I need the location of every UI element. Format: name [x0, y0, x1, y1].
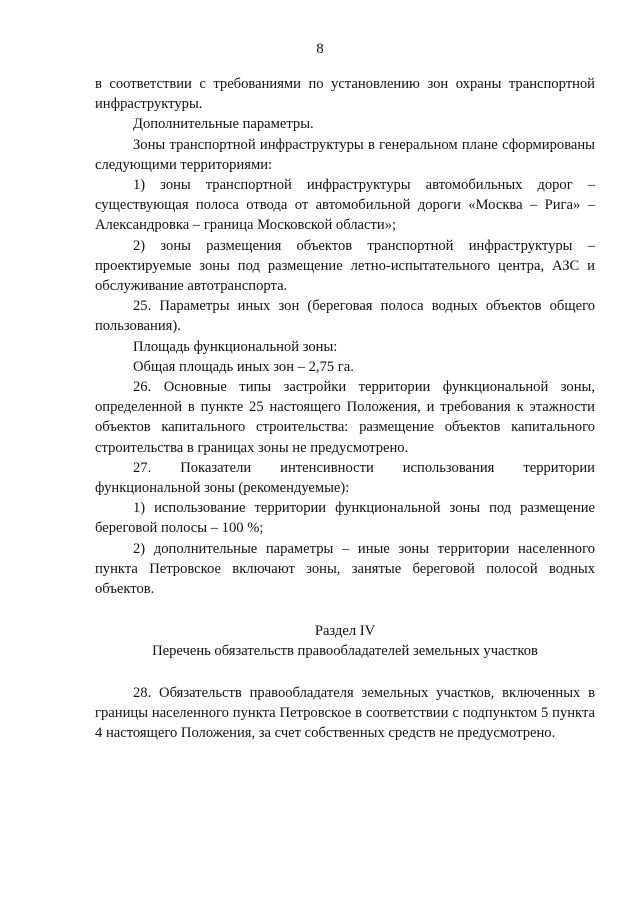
paragraph: 28. Обязательств правообладателя земельных участков, включенных в границы населенного пункта Петровское в соответствии с подпунктом 5 пункта 4 настоящего Положения, за счет собственных средств не предусмотрено.: [95, 684, 595, 742]
paragraph: Дополнительные параметры.: [133, 116, 314, 133]
list-item: 1) использование территории функциональной зоны под размещение береговой полосы – 100 %;: [95, 500, 595, 537]
document-body: [95, 74, 595, 743]
paragraph: Общая площадь иных зон – 2,75 га.: [133, 358, 354, 375]
list-item: 2) дополнительные параметры – иные зоны территории населенного пункта Петровское включают зоны, занятые береговой полосой водных объектов.: [95, 540, 595, 598]
paragraph: 27. Показатели интенсивности использования территории функциональной зоны (рекомендуемые):: [95, 459, 595, 497]
page-number: 8: [316, 41, 324, 57]
section-heading: [95, 621, 595, 661]
section-title: Раздел IV: [314, 623, 376, 640]
paragraph: Зоны транспортной инфраструктуры в генеральном плане сформированы следующими территориями:: [95, 136, 595, 173]
paragraph: 25. Параметры иных зон (береговая полоса водных объектов общего пользования).: [95, 298, 595, 335]
list-item: 1) зоны транспортной инфраструктуры автомобильных дорог – существующая полоса отвода от автомобильной дороги «Москва – Рига» – Александровка – граница Московской области»;: [95, 177, 595, 234]
list-item: 2) зоны размещения объектов транспортной инфраструктуры – проектируемые зоны под размещение летно-испытательного центра, АЗС и обслуживание автотранспорта.: [95, 237, 595, 295]
paragraph: в соответствии с требованиями по установлению зон охраны транспортной инфраструктуры.: [95, 76, 595, 113]
section-subtitle: Перечень обязательств правообладателей земельных участков: [152, 643, 538, 660]
paragraph: 26. Основные типы застройки территории функциональной зоны, определенной в пункте 25 настоящего Положения, и требования к этажности объектов капитального строительства: размещение объектов капитального строительства в границах зоны не предусмотрено.: [95, 379, 595, 456]
paragraph: Площадь функциональной зоны:: [133, 338, 338, 355]
